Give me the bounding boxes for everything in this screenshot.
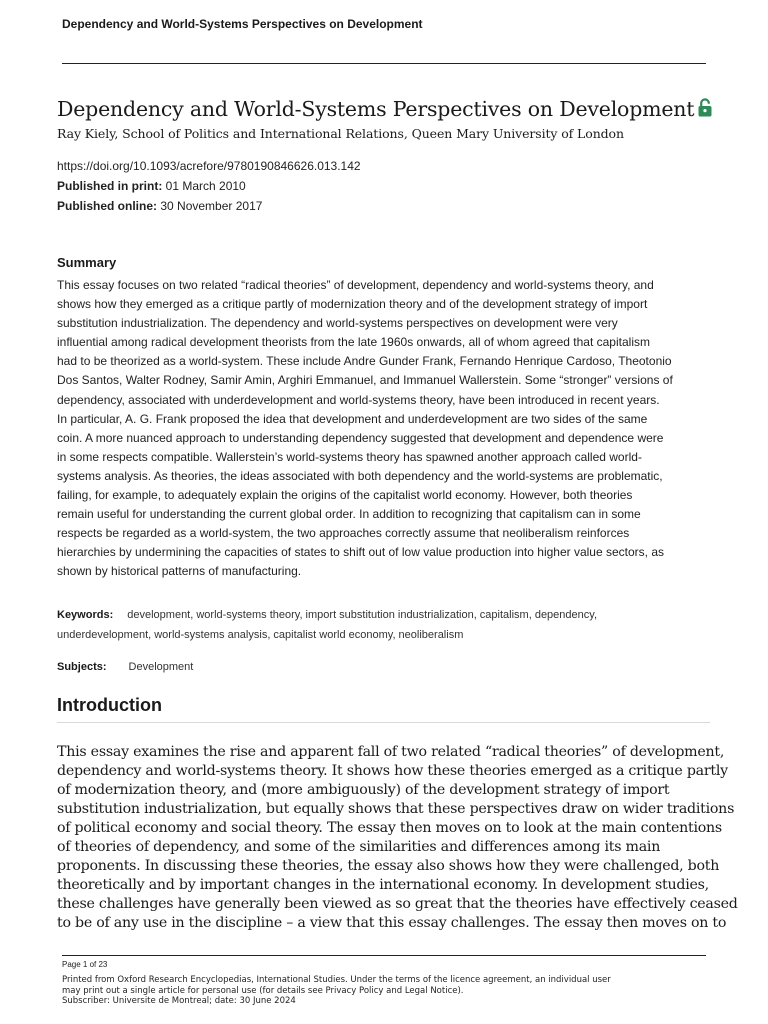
page-number: Page 1 of 23 [62, 960, 108, 969]
introduction-divider [57, 722, 710, 723]
keywords-list[interactable]: development, world-systems theory, import substitution industrialization, capitalism, dependency, [127, 609, 598, 621]
published-online [57, 199, 262, 213]
footer-line: Printed from Oxford Research Encyclopedias, International Studies. Under the terms of the licence agreement, an individual user [62, 975, 611, 985]
summary-line: substitution industrialization. The dependency and world-systems perspectives on development were very [57, 316, 618, 331]
header-divider [62, 63, 706, 64]
summary-body [57, 276, 717, 582]
open-access-lock-icon[interactable] [698, 98, 712, 122]
introduction-heading: Introduction [57, 695, 162, 715]
introduction-line: theoretically and by important changes in the international economy. In development studies, [57, 877, 709, 893]
summary-line: respects be regarded as a world-system, the two approaches correctly assume that neoliberalism reinforces [57, 526, 630, 541]
introduction-line: proponents. In discussing these theories, the essay also shows how they were challenged, both [57, 858, 720, 874]
keywords-line [57, 605, 717, 625]
introduction-line: dependency and world-systems theory. It shows how these theories emerged as a critique partly [57, 763, 728, 779]
summary-line: remain useful for understanding the current global order. In addition to recognizing that capitalism can in some [57, 507, 641, 522]
summary-line: influential among radical development theorists from the late 1960s onwards, all of whom agreed that capitalism [57, 335, 650, 350]
summary-heading: Summary [57, 255, 117, 270]
article-title [57, 97, 717, 122]
published-online-label: Published online: [57, 199, 158, 213]
introduction-line: This essay examines the rise and apparent fall of two related “radical theories” of development, [57, 744, 725, 760]
subjects-label: Subjects: [57, 661, 107, 673]
introduction-line: substitution industrialization, but equally shows that these perspectives draw on wider traditions [57, 801, 735, 817]
summary-line: This essay focuses on two related “radical theories” of development, dependency and world-systems theory, and [57, 278, 654, 292]
keywords-list-continued[interactable]: underdevelopment, world-systems analysis, capitalist world economy, neoliberalism [57, 629, 464, 641]
summary-line: coin. A more nuanced approach to understanding dependency suggested that development and dependence were [57, 430, 664, 445]
summary-line: hierarchies by undermining the capacities of states to shift out of low value production into higher value sectors, as [57, 545, 665, 560]
summary-line: dependency, associated with underdevelopment and world-systems theory, have been introduced in recent years. [57, 392, 660, 407]
summary-line: shows how they emerged as a critique partly of modernization theory and of the development strategy of import [57, 297, 648, 312]
introduction-line: of modernization theory, and (more ambiguously) of the development strategy of import [57, 782, 670, 798]
introduction-body [57, 743, 738, 933]
subjects [57, 661, 193, 673]
summary-line: had to be theorized as a world-system. These include Andre Gunder Frank, Fernando Henrique Cardoso, Theotonio [57, 354, 672, 369]
published-online-date: 30 November 2017 [160, 199, 263, 213]
doi-link[interactable]: https://doi.org/10.1093/acrefore/9780190846626.013.142 [57, 159, 361, 173]
introduction-line: to be of any use in the discipline – a view that this essay challenges. The essay then moves on to [57, 915, 727, 931]
footer-divider [62, 955, 706, 956]
keywords-label: Keywords: [57, 609, 114, 621]
footer-line: may print out a single article for personal use (for details see Privacy Policy and Legal Notice). [62, 985, 464, 996]
keywords [57, 605, 717, 645]
introduction-line: of political economy and social theory. The essay then moves on to look at the main contentions [57, 820, 722, 836]
footer-notice [62, 975, 722, 1007]
published-print-label: Published in print: [57, 179, 163, 193]
running-head: Dependency and World-Systems Perspectives on Development [62, 17, 423, 31]
summary-line: systems analysis. As theories, the ideas associated with both dependency and the world-systems are problematic, [57, 468, 663, 483]
introduction-line: of theories of dependency, and some of the similarities and differences among its main [57, 839, 661, 855]
footer-line: Subscriber: Universite de Montreal; date: 30 June 2024 [62, 996, 296, 1006]
summary-line: failing, for example, to adequately explain the origins of the capitalist world economy. However, both theories [57, 488, 633, 503]
article-title-text: Dependency and World-Systems Perspectives on Development [57, 97, 695, 121]
summary-line: Dos Santos, Walter Rodney, Samir Amin, Arghiri Emmanuel, and Immanuel Wallerstein. Some “stronger” versions of [57, 373, 673, 388]
subject-development-link[interactable]: Development [128, 661, 194, 673]
published-print-date: 01 March 2010 [165, 179, 246, 193]
summary-line: In particular, A. G. Frank proposed the idea that development and underdevelopment are two sides of the same [57, 411, 648, 426]
summary-line: in some respects compatible. Wallerstein’s world-systems theory has spawned another approach called world- [57, 449, 642, 464]
author-affiliation: Ray Kiely, School of Politics and International Relations, Queen Mary University of London [57, 126, 624, 141]
published-in-print [57, 179, 246, 193]
summary-line: shown by historical patterns of manufacturing. [57, 564, 302, 579]
introduction-line: these challenges have generally been viewed as so great that the theories have effectively ceased [57, 896, 738, 912]
